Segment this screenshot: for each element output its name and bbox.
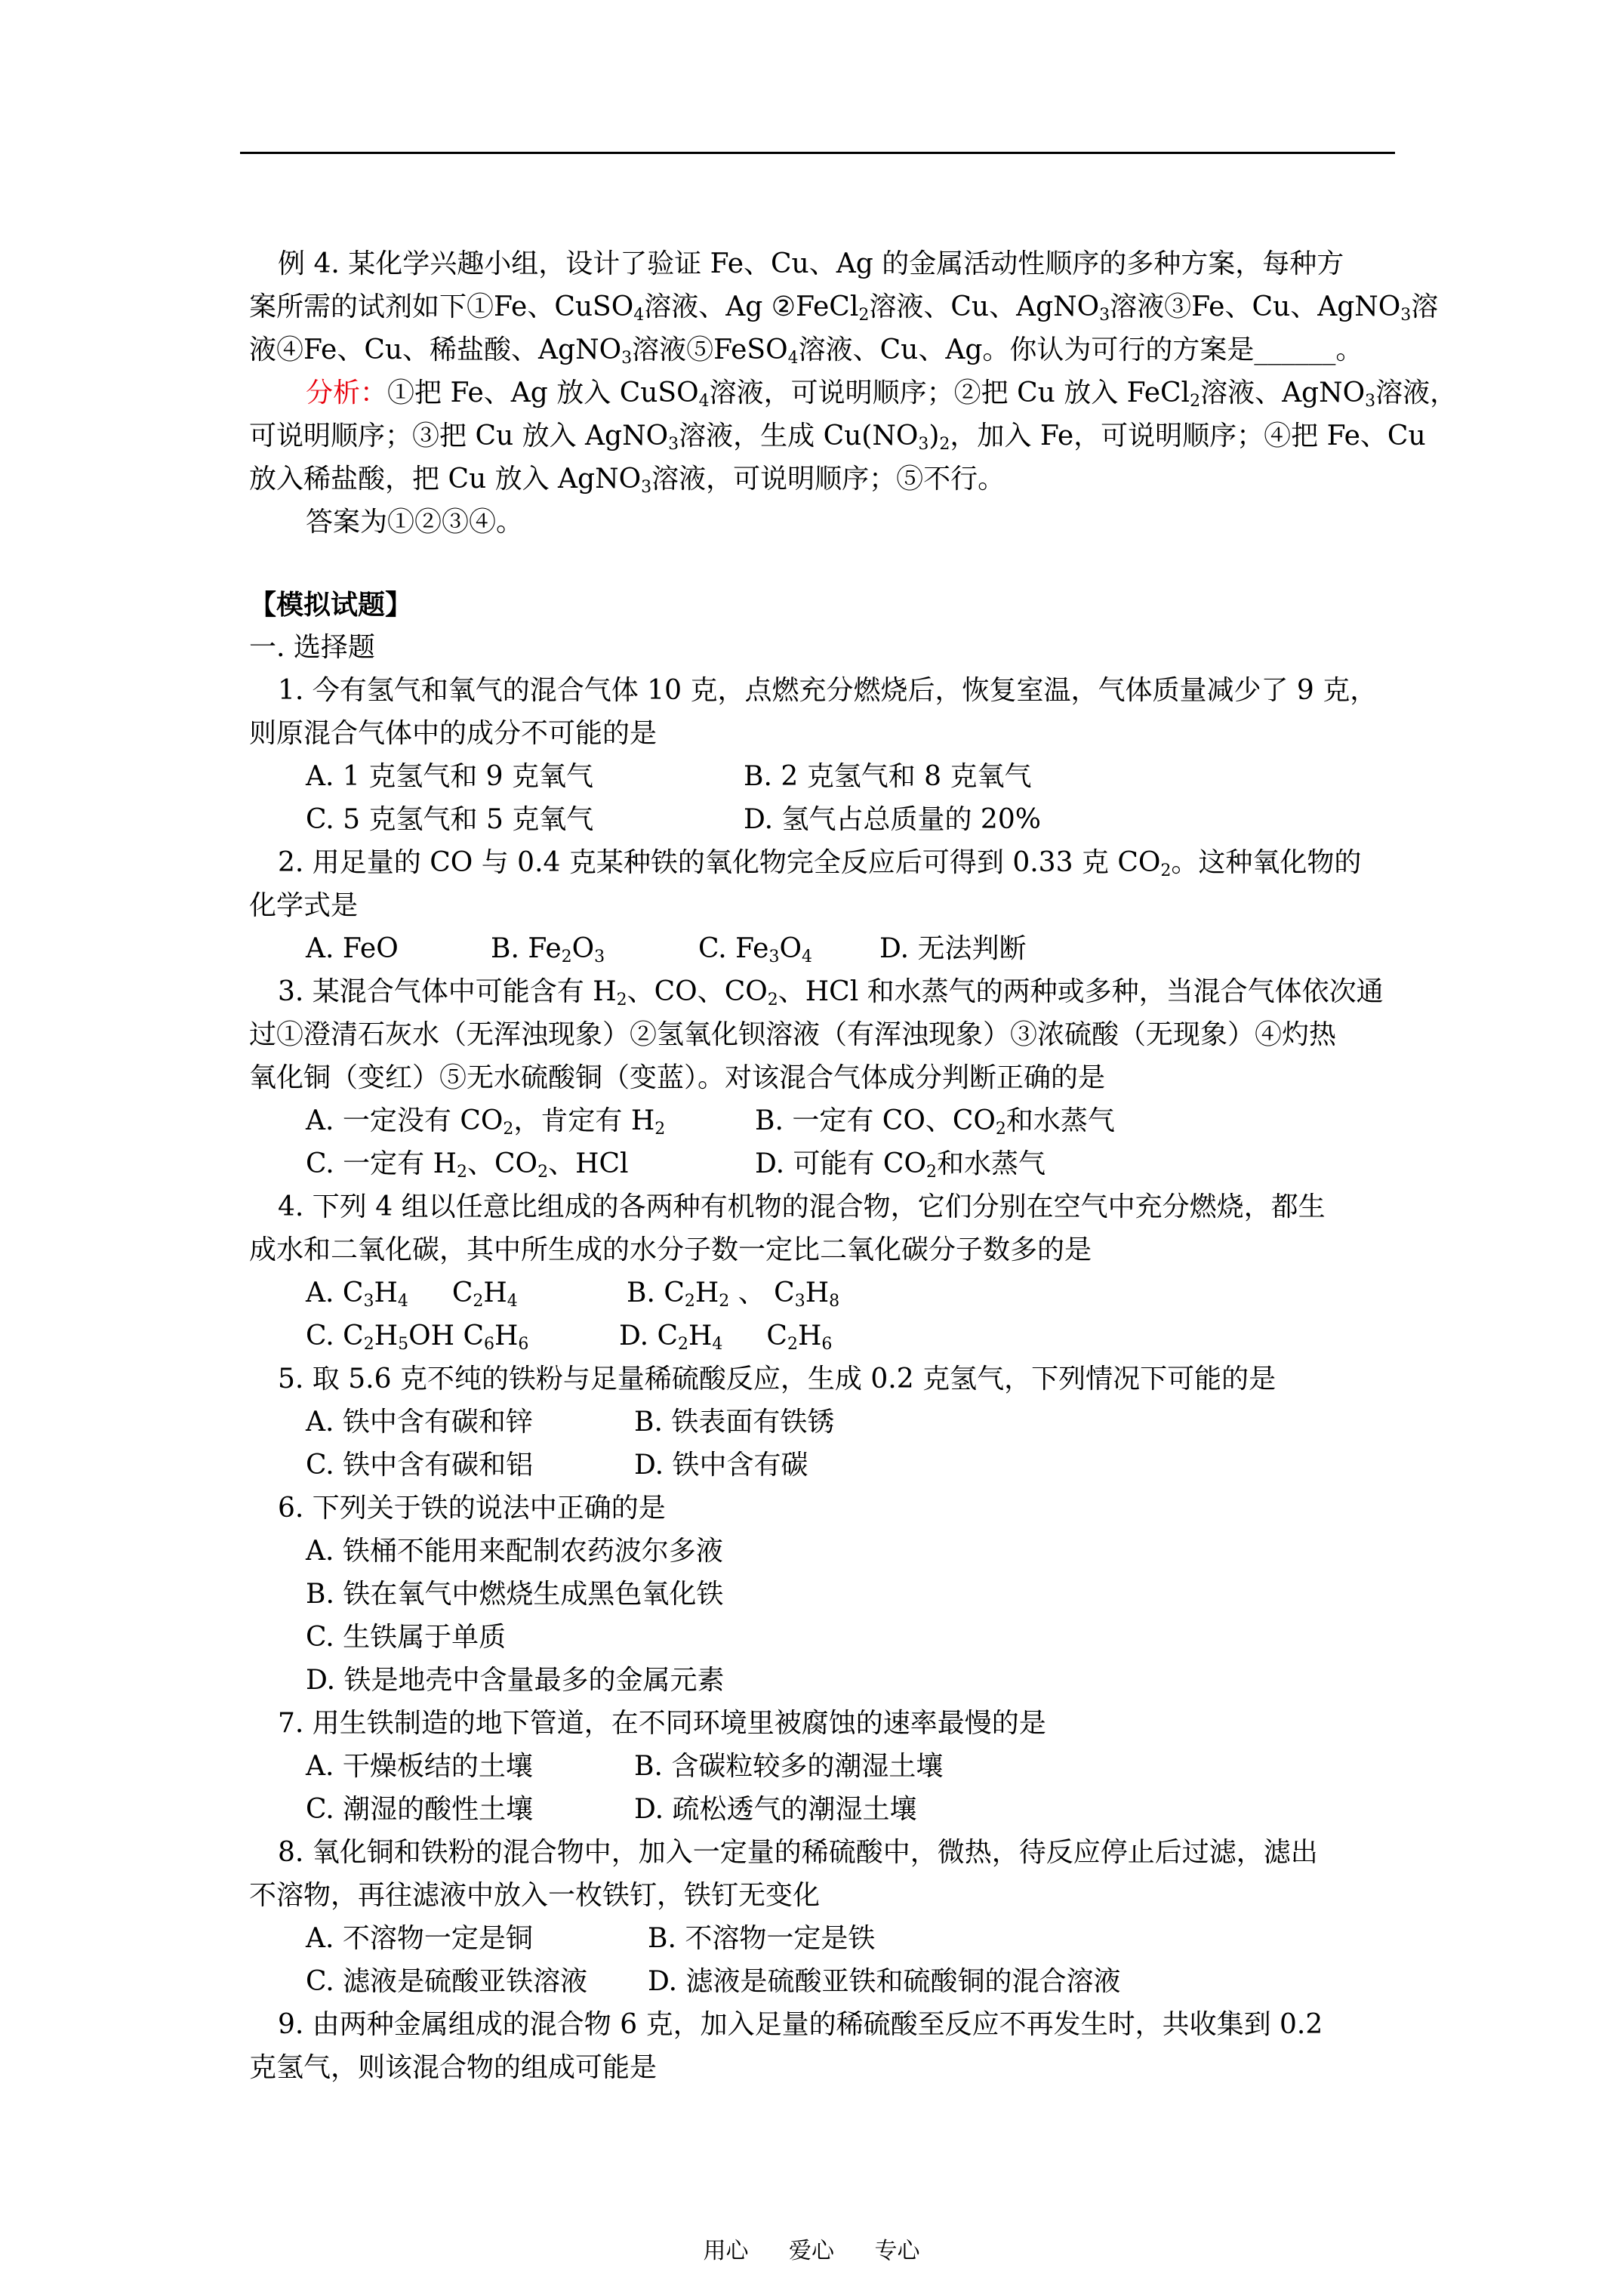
q8-stem-line1: 8. 氧化铜和铁粉的混合物中，加入一定量的稀硫酸中，微热，待反应停止后过滤，滤出 <box>278 1837 1318 1868</box>
q4-stem-line2: 成水和二氧化碳，其中所生成的水分子数一定比二氧化碳分子数多的是 <box>249 1234 1092 1265</box>
q4-stem-line1: 4. 下列 4 组以任意比组成的各两种有机物的混合物，它们分别在空气中充分燃烧，都生 <box>278 1191 1326 1222</box>
q4-option-a: A. $C_3H_4$ $C_2H_4$ <box>306 1277 518 1311</box>
q6-option-d: D. 铁是地壳中含量最多的金属元素 <box>306 1665 725 1696</box>
q5-option-d: D. 铁中含有碳 <box>634 1450 808 1481</box>
q8-option-a: A. 不溶物一定是铜 <box>306 1923 533 1954</box>
answer-line: 答案为①②③④。 <box>306 507 524 538</box>
q1-option-b: B. 2 克氢气和 8 克氧气 <box>744 761 1032 792</box>
q1-option-c: C. 5 克氢气和 5 克氧气 <box>306 804 594 835</box>
q1-stem-line1: 1. 今有氢气和氧气的混合气体 10 克，点燃充分燃烧后，恢复室温，气体质量减少了 9 克， <box>278 675 1378 706</box>
q2-option-d: D. 无法判断 <box>879 933 1027 964</box>
q8-option-c: C. 滤液是硫酸亚铁溶液 <box>306 1966 588 1997</box>
q2-option-a: A. FeO <box>306 933 399 964</box>
q4-option-d: D. $C_2H_4$ $C_2H_6$ <box>619 1321 833 1354</box>
footer-text-1: 用心 <box>703 2238 749 2264</box>
footer-text-3: 专心 <box>874 2238 920 2264</box>
q8-option-d: D. 滤液是硫酸亚铁和硫酸铜的混合溶液 <box>648 1966 1121 1997</box>
section-title: 【模拟试题】 <box>249 589 413 621</box>
example4-line3: 液④Fe、Cu、稀盐酸、AgNO$_3$溶液⑤FeSO$_4$溶液、Cu、Ag。你认为可行的方案是______。 <box>249 334 1363 368</box>
q6-option-b: B. 铁在氧气中燃烧生成黑色氧化铁 <box>306 1579 724 1610</box>
q7-option-d: D. 疏松透气的潮湿土壤 <box>634 1794 917 1825</box>
q2-option-b: B. $Fe_2O_3$ <box>491 933 605 966</box>
q3-stem-line1: 3. 某混合气体中可能含有 $H_2$、CO、$CO_2$、HCl 和水蒸气的两种或多种，当混合气体依次通 <box>278 976 1384 1009</box>
q9-stem-line1: 9. 由两种金属组成的混合物 6 克，加入足量的稀硫酸至反应不再发生时，共收集到 0.2 <box>278 2009 1323 2040</box>
q8-stem-line2: 不溶物，再往滤液中放入一枚铁钉，铁钉无变化 <box>249 1880 821 1911</box>
q2-stem-line1: 2. 用足量的 CO 与 0.4 克某种铁的氧化物完全反应后可得到 0.33 克 $CO_2$。这种氧化物的 <box>278 847 1362 880</box>
q2-option-c: C. $Fe_3O_4$ <box>698 933 812 966</box>
q1-stem-line2: 则原混合气体中的成分不可能的是 <box>249 718 658 749</box>
subsection-title: 一. 选择题 <box>249 632 375 663</box>
analysis-line1: 分析：①把 Fe、Ag 放入 CuSO$_4$溶液，可说明顺序；②把 Cu 放入 FeCl$_2$溶液、AgNO$_3$溶液， <box>306 378 1458 411</box>
q4-option-b: B. $C_2H_2$ 、 $C_3H_8$ <box>627 1277 840 1311</box>
q7-stem: 7. 用生铁制造的地下管道，在不同环境里被腐蚀的速率最慢的是 <box>278 1708 1046 1739</box>
example4-line1: 例 4. 某化学兴趣小组，设计了验证 Fe、Cu、Ag 的金属活动性顺序的多种方案，每种方 <box>278 248 1344 279</box>
q7-option-a: A. 干燥板结的土壤 <box>306 1751 533 1782</box>
q1-option-d: D. 氢气占总质量的 20% <box>744 804 1041 835</box>
q3-option-d: D. 可能有 $CO_2$和水蒸气 <box>755 1148 1046 1182</box>
q6-stem: 6. 下列关于铁的说法中正确的是 <box>278 1493 666 1524</box>
q3-stem-line3: 氧化铜（变红）⑤无水硫酸铜（变蓝）。对该混合气体成分判断正确的是 <box>249 1062 1106 1093</box>
q3-stem-line2: 过①澄清石灰水（无浑浊现象）②氢氧化钡溶液（有浑浊现象）③浓硫酸（无现象）④灼热 <box>249 1019 1337 1050</box>
analysis-line2: 可说明顺序；③把 Cu 放入 AgNO$_3$溶液，生成 $Cu(NO_3)_2$，加入 Fe，可说明顺序；④把 Fe、Cu <box>249 421 1426 454</box>
analysis-line3: 放入稀盐酸，把 Cu 放入 AgNO$_3$溶液，可说明顺序；⑤不行。 <box>249 464 1006 497</box>
page-footer <box>0 2236 1623 2267</box>
q3-option-b: B. 一定有 CO、$CO_2$和水蒸气 <box>755 1105 1115 1139</box>
q9-stem-line2: 克氢气，则该混合物的组成可能是 <box>249 2052 658 2083</box>
q7-option-c: C. 潮湿的酸性土壤 <box>306 1794 534 1825</box>
q5-option-b: B. 铁表面有铁锈 <box>634 1407 835 1438</box>
q5-stem: 5. 取 5.6 克不纯的铁粉与足量稀硫酸反应，生成 0.2 克氢气，下列情况下可能的是 <box>278 1364 1277 1395</box>
q3-option-a: A. 一定没有 $CO_2$，肯定有 $H_2$ <box>306 1105 666 1139</box>
header-rule <box>240 152 1395 154</box>
q5-option-a: A. 铁中含有碳和锌 <box>306 1407 533 1438</box>
q6-option-c: C. 生铁属于单质 <box>306 1622 507 1653</box>
q4-option-c: C. $C_2H_5OH$ $C_6H_6$ <box>306 1321 529 1354</box>
q1-option-a: A. 1 克氢气和 9 克氧气 <box>306 761 594 792</box>
footer-text-2: 爱心 <box>789 2238 834 2264</box>
q3-option-c: C. 一定有 $H_2$、$CO_2$、HCl <box>306 1148 629 1182</box>
q8-option-b: B. 不溶物一定是铁 <box>648 1923 876 1954</box>
example4-line2: 案所需的试剂如下①Fe、CuSO$_4$溶液、Ag ②FeCl$_2$溶液、Cu、AgNO$_3$溶液③Fe、Cu、AgNO$_3$溶 <box>249 291 1439 325</box>
q7-option-b: B. 含碳粒较多的潮湿土壤 <box>634 1751 944 1782</box>
q2-stem-line2: 化学式是 <box>249 890 359 921</box>
q5-option-c: C. 铁中含有碳和铝 <box>306 1450 534 1481</box>
analysis-label: 分析： <box>306 378 388 408</box>
q6-option-a: A. 铁桶不能用来配制农药波尔多液 <box>306 1536 723 1567</box>
